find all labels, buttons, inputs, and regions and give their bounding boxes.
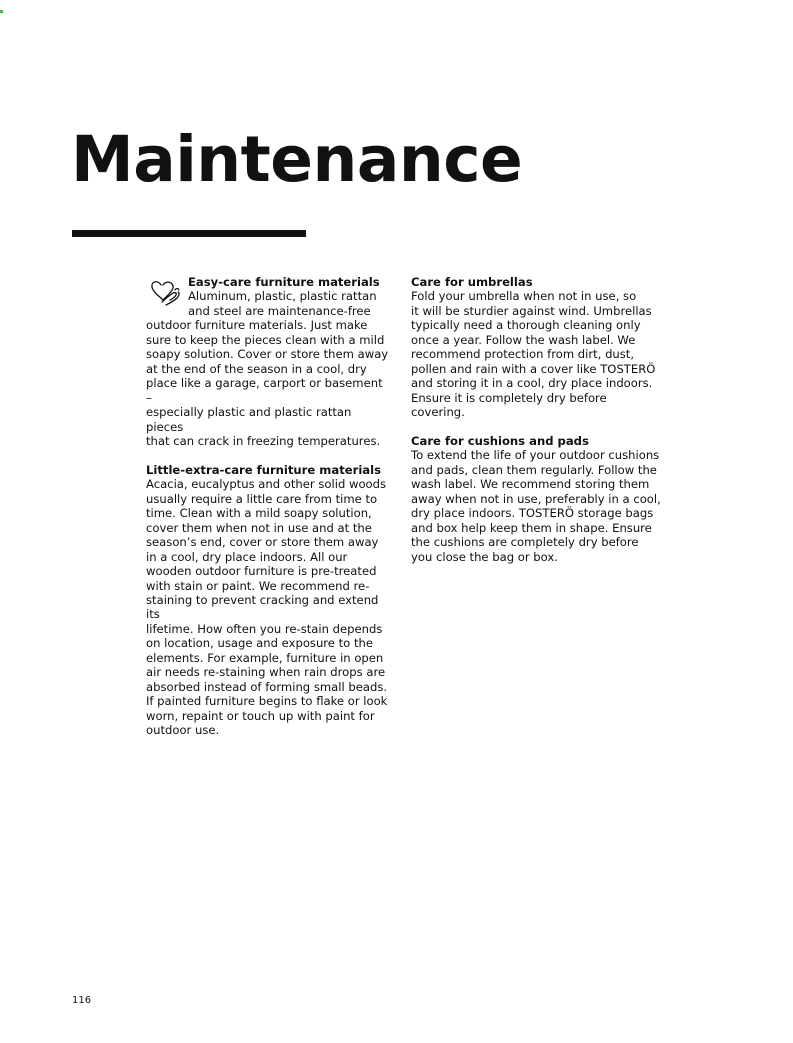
section-easy-care xyxy=(146,275,392,448)
left-column xyxy=(146,275,392,752)
easy-care-intro xyxy=(188,275,380,318)
section-umbrellas xyxy=(411,275,663,420)
umbrellas-heading: Care for umbrellas xyxy=(411,275,533,289)
cushions-heading: Care for cushions and pads xyxy=(411,433,589,448)
cushions-body: To extend the life of your outdoor cushions and pads, clean them regularly. Follow the wash label. We recommend storing them away when not in use, preferably in a cool, dry place indoors. TOSTERÖ storage bags and box help keep them in shape. Ensure the cushions are completely dry before you close the bag or box. xyxy=(411,448,661,564)
section-cushions xyxy=(411,434,663,564)
easy-care-body: outdoor furniture materials. Just make sure to keep the pieces clean with a mild soapy solution. Cover or store them away at the end of the season in a cool, dry place like a garage, carport or basement – especially plastic and plastic rattan pieces that can crack in freezing temperatures. xyxy=(146,318,389,448)
easy-care-heading: Easy-care furniture materials xyxy=(188,275,380,289)
umbrellas-body: Fold your umbrella when not in use, so it will be sturdier against wind. Umbrellas typically need a thorough cleaning only once a year. Follow the wash label. We recommend protection from dirt, dust, pollen and rain with a cover like TOSTERÖ and storing it in a cool, dry place indoors. Ensure it is completely dry before covering. xyxy=(411,289,656,420)
page-number: 116 xyxy=(72,995,92,1006)
corner-mark xyxy=(0,10,3,13)
right-column xyxy=(411,275,663,578)
easy-care-header xyxy=(146,275,392,318)
page-title: Maintenance xyxy=(71,123,523,196)
heart-hand-care-icon xyxy=(148,278,188,307)
little-extra-care-heading: Little-extra-care furniture materials xyxy=(146,462,381,477)
easy-care-intro-text: Aluminum, plastic, plastic rattan and steel are maintenance-free xyxy=(188,289,377,318)
title-rule xyxy=(72,230,306,237)
section-little-extra-care xyxy=(146,463,392,738)
little-extra-care-body: Acacia, eucalyptus and other solid woods usually require a little care from time to time. Clean with a mild soapy solution, cover them when not in use and at the season’s end, cover or store them away in a cool, dry place indoors. All our wooden outdoor furniture is pre-treated with stain or paint. We recommend re- staining to prevent cracking and extend its lifetime. How often you re-stain depends on location, usage and exposure to the elements. For example, furniture in open air needs re-staining when rain drops are absorbed instead of forming small beads. If painted furniture begins to flake or look worn, repaint or touch up with paint for outdoor use. xyxy=(146,477,388,738)
